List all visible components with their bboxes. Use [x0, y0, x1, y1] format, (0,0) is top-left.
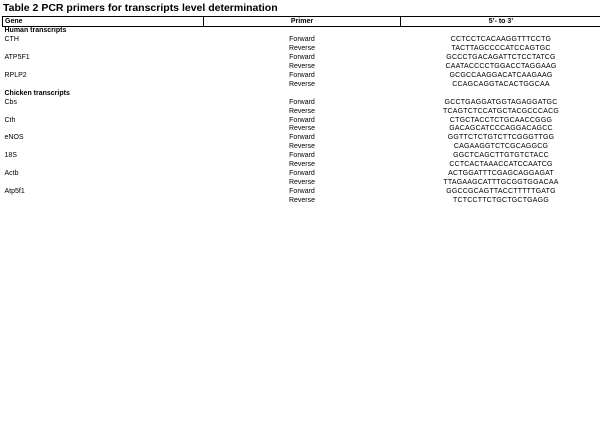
- sequence-cell: TACTTAGCCCCATCCAGTGC: [451, 44, 551, 52]
- table-row: [3, 117, 600, 126]
- primer-cell: Reverse: [288, 80, 316, 88]
- primer-table: [2, 16, 600, 206]
- table-row: [3, 161, 600, 170]
- gene-cell: [3, 161, 204, 170]
- primer-cell: Reverse: [288, 179, 316, 187]
- primer-cell: Forward: [289, 53, 315, 61]
- primer-cell: Forward: [289, 71, 315, 79]
- gene-cell: Actb: [4, 170, 19, 178]
- gene-cell: Atp5f1: [4, 188, 25, 196]
- table-row: [3, 81, 600, 90]
- primer-cell: Forward: [289, 188, 315, 196]
- sequence-cell: GCCCTGACAGATTCTCCTATCG: [446, 53, 556, 61]
- primer-cell: Reverse: [288, 125, 316, 133]
- sequence-cell: TCTCCTTCTGCTGCTGAGG: [453, 197, 549, 205]
- primer-cell: Forward: [289, 98, 315, 106]
- sequence-cell: CCAGCAGGTACACTGGCAA: [452, 80, 550, 88]
- sequence-cell: CCTCACTAAACCATCCAATCG: [449, 161, 553, 169]
- header-sequence: 5’- to 3’: [401, 17, 600, 27]
- sequence-cell: CTGCTACCTCTGCAACCGGG: [449, 116, 553, 124]
- gene-cell: CTH: [4, 35, 19, 43]
- section-label: Chicken transcripts: [4, 89, 70, 97]
- gene-cell: [3, 81, 204, 90]
- sequence-cell: GGCCGCAGTTACCTTTTTGATG: [446, 188, 556, 196]
- sequence-cell: CAATACCCCTGGACCTAGGAAG: [445, 62, 557, 70]
- primer-cell: Forward: [289, 116, 315, 124]
- gene-cell: [3, 63, 204, 72]
- gene-cell: [3, 197, 204, 206]
- table-header-row: [3, 17, 600, 27]
- primer-cell: Forward: [289, 35, 315, 43]
- table-row: [3, 197, 600, 206]
- primer-cell: Forward: [289, 170, 315, 178]
- sequence-cell: GCCTGAGGATGGTAGAGGATGC: [444, 98, 558, 106]
- gene-cell: [3, 45, 204, 54]
- table-row: [3, 45, 600, 54]
- table-title: Table 2 PCR primers for transcripts level determination: [3, 2, 278, 14]
- gene-cell: [3, 143, 204, 152]
- table-row: [3, 170, 600, 179]
- table-row: [3, 99, 600, 108]
- table-row: [3, 188, 600, 197]
- section-label: Human transcripts: [4, 27, 67, 34]
- table-row: [3, 143, 600, 152]
- header-primer: Primer: [204, 17, 401, 27]
- primer-cell: Reverse: [288, 161, 316, 169]
- table-row: [3, 72, 600, 81]
- gene-cell: eNOS: [4, 134, 24, 142]
- table-row: [3, 36, 600, 45]
- sequence-cell: CCTCCTCACAAGGTTTCCTG: [450, 35, 552, 43]
- primer-cell: Reverse: [288, 62, 316, 70]
- section-row: [3, 90, 600, 99]
- primer-cell: Reverse: [288, 44, 316, 52]
- primer-cell: Reverse: [288, 143, 316, 151]
- gene-cell: ATP5F1: [4, 53, 30, 61]
- sequence-cell: GCGCCAAGGACATCAAGAAG: [449, 71, 553, 79]
- table-row: [3, 63, 600, 72]
- table-row: [3, 179, 600, 188]
- sequence-cell: GACAGCATCCCAGGACAGCC: [449, 125, 553, 133]
- gene-cell: Cth: [4, 116, 16, 124]
- gene-cell: [3, 125, 204, 134]
- sequence-cell: GGCTCAGCTTGTGTCTACC: [453, 152, 549, 160]
- primer-cell: Reverse: [288, 197, 316, 205]
- primer-cell: Forward: [289, 134, 315, 142]
- sequence-cell: TTAGAAGCATTTGCGGTGGACAA: [443, 179, 559, 187]
- section-row: [3, 27, 600, 36]
- sequence-cell: GGTTCTCTGTCTTCGGGTTGG: [447, 134, 555, 142]
- sequence-cell: TCAGTCTCCATGCTACGCCCACG: [443, 107, 559, 115]
- gene-cell: RPLP2: [4, 71, 27, 79]
- header-gene: Gene: [3, 17, 204, 27]
- gene-cell: [3, 179, 204, 188]
- gene-cell: Cbs: [4, 98, 17, 106]
- table-row: [3, 125, 600, 134]
- table-row: [3, 152, 600, 161]
- primer-cell: Forward: [289, 152, 315, 160]
- sequence-cell: ACTGGATTTCGAGCAGGAGAT: [448, 170, 554, 178]
- table-row: [3, 54, 600, 63]
- gene-cell: 18S: [4, 152, 17, 160]
- sequence-cell: CAGAAGGTCTCGCAGGCG: [453, 143, 549, 151]
- primer-cell: Reverse: [288, 107, 316, 115]
- table-row: [3, 134, 600, 143]
- table-row: [3, 108, 600, 117]
- gene-cell: [3, 108, 204, 117]
